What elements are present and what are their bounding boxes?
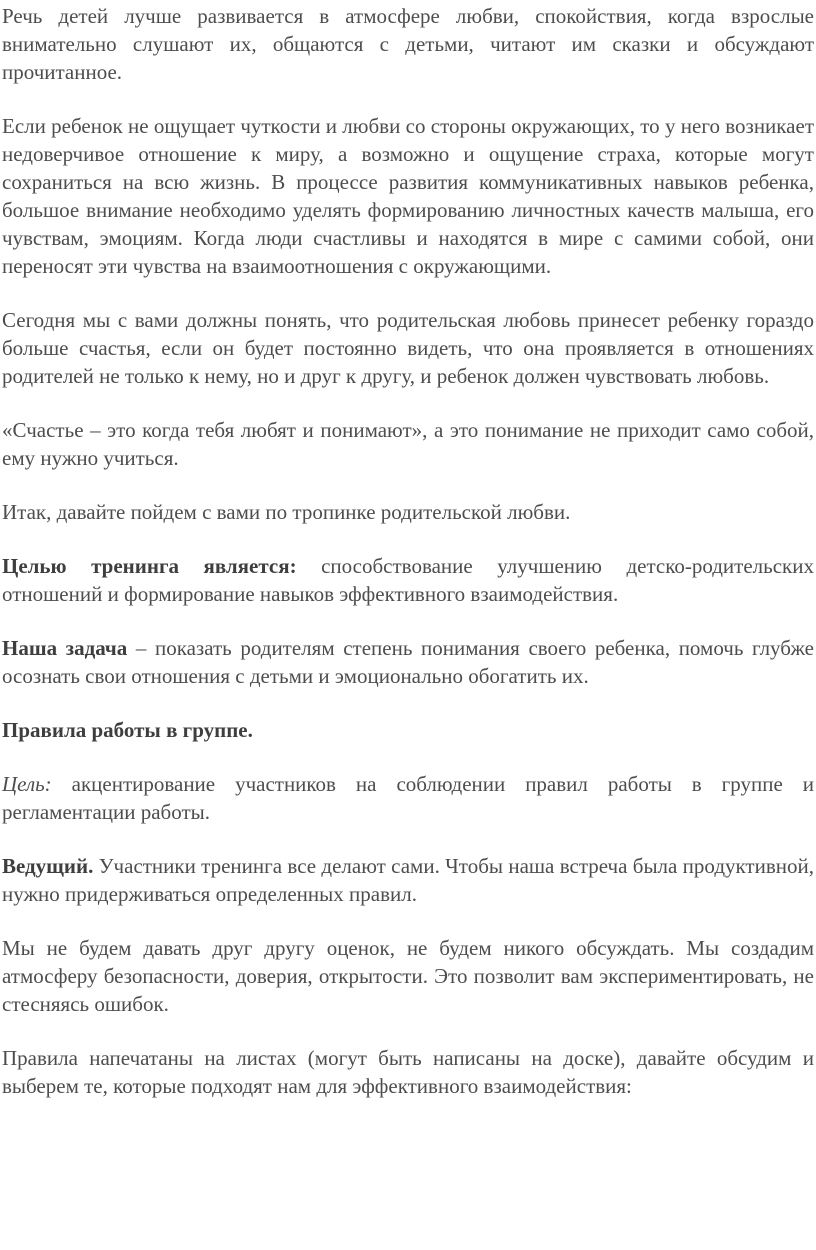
paragraph-speech-development: Речь детей лучше развивается в атмосфере любви, спокойствия, когда взрослые внимательно слушают их, общаются с детьми, читают им сказки и обсуждают прочитанное. [2, 4, 814, 84]
host-text: Участники тренинга все делают сами. Чтобы наша встреча была продуктивной, нужно придерживаться определенных правил. [2, 854, 814, 906]
aim-text: акцентирование участников на соблюдении правил работы в группе и регламентации работы. [2, 772, 814, 824]
aim-label: Цель: [2, 772, 52, 796]
paragraph-child-love: Если ребенок не ощущает чуткости и любви со стороны окружающих, то у него возникает недоверчивое отношение к миру, а возможно и ощущение страха, которые могут сохраниться на всю жизнь. В процессе развития коммуникативных навыков ребенка, большое внимание необходимо уделять формированию личностных качеств малыша, его чувствам, эмоциям. Когда люди счастливы и находятся в мире с самими собой, они переносят эти чувства на взаимоотношения с окружающими. [2, 114, 814, 278]
paragraph-path: Итак, давайте пойдем с вами по тропинке родительской любви. [2, 500, 571, 524]
paragraph-our-task [2, 634, 814, 690]
training-goal-text: способствование улучшению детско-родительских отношений и формирование навыков эффективного взаимодействия. [2, 554, 814, 606]
paragraph-happiness-quote: «Счастье – это когда тебя любят и понимают», а это понимание не приходит само собой, ему нужно учиться. [2, 418, 814, 470]
rules-heading: Правила работы в группе. [2, 718, 253, 742]
training-goal-label: Целью тренинга является: [2, 554, 297, 578]
paragraph-training-goal [2, 552, 814, 608]
paragraph-host [2, 852, 814, 908]
paragraph-no-judgement: Мы не будем давать друг другу оценок, не будем никого обсуждать. Мы создадим атмосферу безопасности, доверия, открытости. Это позволит вам экспериментировать, не стесняясь ошибок. [2, 936, 814, 1016]
host-label: Ведущий. [2, 854, 94, 878]
our-task-text: – показать родителям степень понимания своего ребенка, помочь глубже осознать свои отношения с детьми и эмоционально обогатить их. [2, 636, 814, 688]
paragraph-rules-printed: Правила напечатаны на листах (могут быть написаны на доске), давайте обсудим и выберем те, которые подходят нам для эффективного взаимодействия: [2, 1046, 814, 1098]
paragraph-aim [2, 770, 814, 826]
paragraph-parental-love: Сегодня мы с вами должны понять, что родительская любовь принесет ребенку гораздо больше счастья, если он будет постоянно видеть, что она проявляется в отношениях родителей не только к нему, но и друг к другу, и ребенок должен чувствовать любовь. [2, 308, 814, 388]
our-task-label: Наша задача [2, 636, 128, 660]
